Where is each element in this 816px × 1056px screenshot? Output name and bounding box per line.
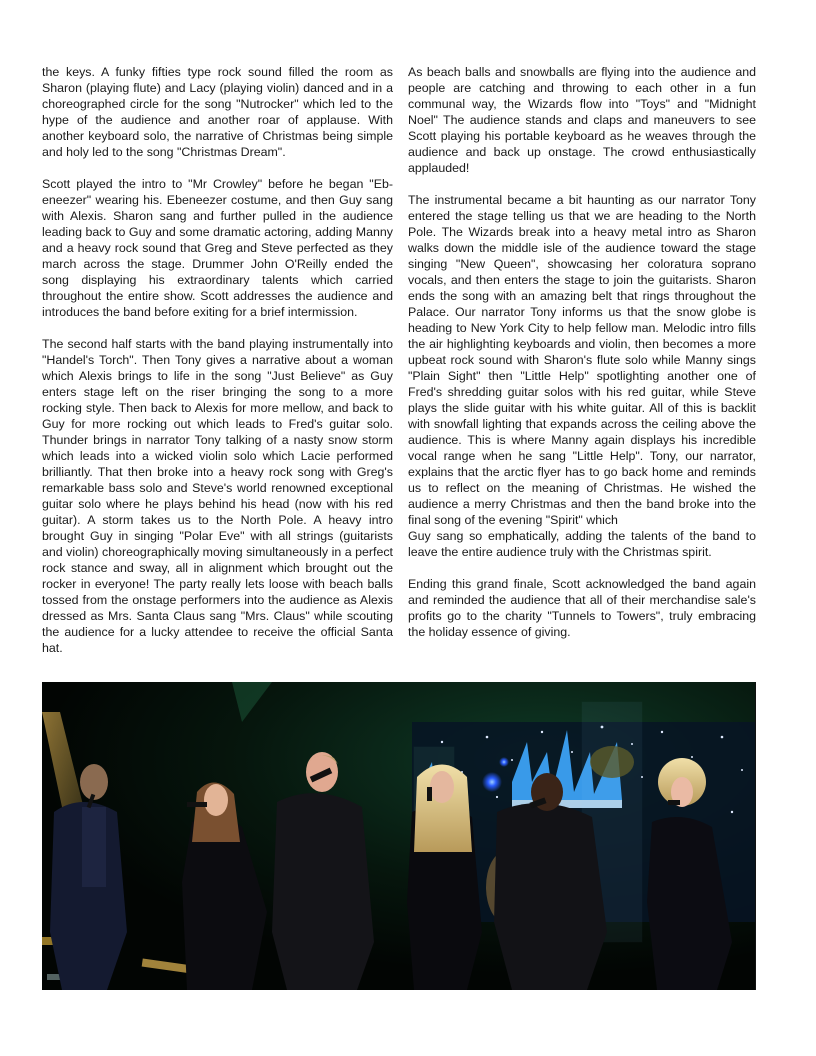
paragraph: As beach balls and snowballs are flying into the audience and people are catching and throwing to each other in a fun communal way, the Wizards flow into "Toys" and "Midnight Noel" The audience stands and claps and maneuvers to see Scott playing his portable keyboard as he weaves through the audience and back up onstage. The crowd enthusiastically applauded!: [408, 65, 756, 175]
paragraph: Ending this grand finale, Scott acknowledged the band again and reminded the audience that all of their merchandise sale's profits go to the charity "Tunnels to Towers", truly embracing the holiday essence of giving.: [408, 577, 756, 639]
paragraph: The second half starts with the band playing instrumentally into "Handel's Torch". Then Tony gives a narrative about a woman which Alexis brings to life in the song "Just Believe" as Guy enters stage left on the riser bringing the song to a more rocking style. Then back to Alexis for more mellow, and back to Guy for more rocking out which leads to Fred's guitar solo. Thunder brings in narrator Tony talking of a nasty snow storm which leads into a wicked violin solo which Lacie performed brilliantly. That then broke into a heavy rock song with Greg's remarkable bass solo and Steve's world renowned exceptional guitar solo where he plays behind his head (now with his red guitar). A storm takes us to the North Pole. A heavy intro brought Guy in singing "Polar Eve" with all strings (guitarists and violin) choreographically moving simultaneously in a perfect rock stance and sway, all in alignment which brought out the rocker in everyone! The party really lets loose with beach balls tossed from the onstage performers into the audience as Alexis dressed as Mrs. Santa Claus sang "Mrs. Claus" while scouting the audience for a lucky attendee to receive the official Santa hat.: [42, 337, 393, 655]
cymbal: [590, 746, 634, 778]
paragraph: Scott played the intro to "Mr Crowley" before he began "Ebeneezer" wearing his. Ebeneezer costume, and then Guy sang with Alexis. Sharon sang and further pulled in the audience leading back to Guy and some dramatic actoring, adding Manny and a heavy rock sound that Greg and Steve perfected as they march across the stage. Drummer John O'Reilly ended the song displaying his extraordinary talents which carried throughout the entire show. Scott addresses the audience and introduces the band before exiting for a brief intermission.: [42, 177, 393, 319]
article-column-right: [408, 64, 756, 656]
concert-photo-illustration: [42, 682, 755, 990]
blue-light: [482, 772, 502, 792]
paragraph: The instrumental became a bit haunting as our narrator Tony entered the stage telling us that we are heading to the North Pole. The Wizards break into a heavy metal intro as Sharon walks down the middle isle of the audience toward the stage singing "New Queen", showcasing her coloratura soprano vocals, and then enters the stage to join the guitarists. Sharon ends the song with an amazing belt that rings throughout the Palace. Our narrator Tony informs us that the snow globe is heading to New York City to help fellow man. Melodic intro fills the air highlighting keyboards and violin, then becomes a more upbeat rock sound with Sharon's flute solo while Manny sings "Plain Sight" then "Little Help" spotlighting another one of Fred's shredding guitar solos with his red guitar, while Steve plays the slide guitar with his white guitar. All of this is backlit with snowfall lighting that expands across the ceiling above the audience. This is where Manny again displays his incredible vocal range when he sang "Little Help". Tony, our narrator, explains that the arctic flyer has to go back home and reminds us to reflect on the meaning of Christmas. He wished the audience a merry Christmas and then the band broke into the final song of the evening "Spirit" which: [408, 193, 756, 527]
paragraph: the keys. A funky fifties type rock sound filled the room as Sharon (playing flute) and Lacy (playing violin) danced and in a choreographed circle for the song "Nutrocker" which led to the hype of the audience and another roar of applause. With another keyboard solo, the narrative of Christmas being simple and holy led to the song "Christmas Dream".: [42, 65, 393, 159]
article-column-left: [42, 64, 393, 672]
concert-photo: [42, 682, 756, 990]
paragraph: Guy sang so emphatically, adding the talents of the band to leave the entire audience truly with the Christmas spirit.: [408, 529, 756, 559]
blue-light: [499, 757, 509, 767]
